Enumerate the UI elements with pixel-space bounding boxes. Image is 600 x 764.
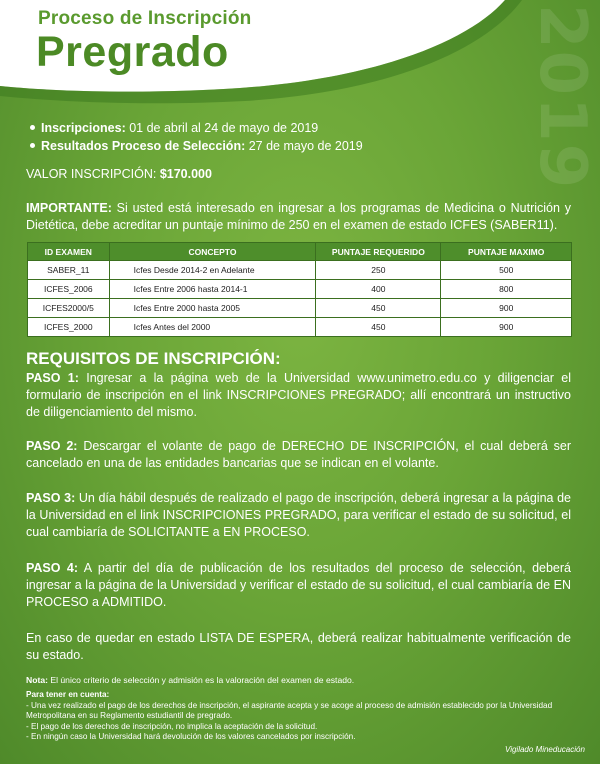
- year-watermark: 2019: [525, 4, 599, 191]
- fee-label: VALOR INSCRIPCIÓN:: [26, 167, 160, 181]
- date-value: 01 de abril al 24 de mayo de 2019: [125, 121, 319, 135]
- step-3: [26, 490, 571, 541]
- table-row: [28, 280, 572, 299]
- score-table: [27, 242, 572, 337]
- table-row: [28, 299, 572, 318]
- page-title: Pregrado: [36, 28, 229, 76]
- table-cell: 900: [441, 318, 572, 337]
- date-item-resultados: [30, 139, 363, 153]
- table-header-cell: PUNTAJE REQUERIDO: [316, 243, 441, 261]
- important-paragraph: [26, 200, 571, 234]
- table-cell: 450: [316, 318, 441, 337]
- date-label: Inscripciones:: [41, 121, 126, 135]
- table-row: [28, 318, 572, 337]
- footer-vigilado: Vigilado Mineducación: [505, 745, 585, 754]
- note-label: Nota:: [26, 675, 48, 685]
- table-cell: Icfes Desde 2014-2 en Adelante: [109, 261, 316, 280]
- table-cell: 450: [316, 299, 441, 318]
- step-text: Un día hábil después de realizado el pago de inscripción, deberá ingresar a la página de la Universidad en el link INSCRIPCIONES PREGRADO, para verificar el estado de su solicitud, el cual cambiaría de SOLICITANTE a EN PROCESO.: [26, 491, 571, 539]
- consideration-item: - El pago de los derechos de inscripción, no implica la aceptación de la solicitud.: [26, 721, 318, 731]
- table-cell: Icfes Antes del 2000: [109, 318, 316, 337]
- table-cell: ICFES_2006: [28, 280, 110, 299]
- table-header-cell: ID EXAMEN: [28, 243, 110, 261]
- date-label: Resultados Proceso de Selección:: [41, 139, 246, 153]
- step-label: PASO 3:: [26, 491, 76, 505]
- table-cell: 900: [441, 299, 572, 318]
- table-cell: Icfes Entre 2000 hasta 2005: [109, 299, 316, 318]
- table-cell: 400: [316, 280, 441, 299]
- date-item-inscripciones: [30, 121, 318, 135]
- step-4: [26, 560, 571, 611]
- step-label: PASO 2:: [26, 439, 78, 453]
- fee-line: [26, 166, 571, 183]
- date-value: 27 de mayo de 2019: [245, 139, 363, 153]
- table-cell: ICFES_2000: [28, 318, 110, 337]
- table-row: [28, 261, 572, 280]
- note-line: [26, 675, 581, 686]
- table-header-cell: CONCEPTO: [109, 243, 316, 261]
- header-subtitle: Proceso de Inscripción: [38, 8, 252, 29]
- table-header-cell: PUNTAJE MAXIMO: [441, 243, 572, 261]
- note-text: El único criterio de selección y admisión es la valoración del examen de estado.: [47, 675, 355, 685]
- step-label: PASO 1:: [26, 371, 79, 385]
- table-cell: SABER_11: [28, 261, 110, 280]
- consideration-item: - En ningún caso la Universidad hará devolución de los valores cancelados por inscripción.: [26, 732, 356, 741]
- table-cell: 500: [441, 261, 572, 280]
- bullet-icon: [30, 125, 35, 130]
- waitlist-paragraph: En caso de quedar en estado LISTA DE ESPERA, deberá realizar habitualmente verificación de su estado.: [26, 631, 571, 662]
- step-text: Ingresar a la página web de la Universidad www.unimetro.edu.co y diligenciar el formulario de inscripción en el link INSCRIPCIONES PREGRADO; allí encontrará un instructivo de diligenciamiento del mismo.: [26, 371, 571, 419]
- table-cell: ICFES2000/5: [28, 299, 110, 318]
- table-cell: 800: [441, 280, 572, 299]
- fee-value: $170.000: [159, 167, 212, 181]
- table-cell: Icfes Entre 2006 hasta 2014-1: [109, 280, 316, 299]
- step-text: Descargar el volante de pago de DERECHO DE INSCRIPCIÓN, el cual deberá ser cancelado en una de las entidades bancarias que se indican en el volante.: [26, 439, 572, 470]
- table-cell: 250: [316, 261, 441, 280]
- table-header-row: [28, 243, 572, 261]
- important-text: Si usted está interesado en ingresar a los programas de Medicina o Nutrición y Dietética, debe acreditar un puntaje mínimo de 250 en el examen de estado ICFES (SABER11).: [26, 201, 571, 232]
- considerations: [26, 690, 581, 743]
- bullet-icon: [30, 143, 35, 148]
- step-text: A partir del día de publicación de los resultados del proceso de selección, deberá ingresar a la página de la Universidad y verificar el estado de su solicitud, el cual cambiaría de EN PROCESO a ADMITIDO.: [26, 561, 571, 609]
- step-2: [26, 438, 571, 472]
- important-label: IMPORTANTE:: [26, 201, 112, 215]
- step-1: [26, 370, 571, 421]
- consideration-item: - Una vez realizado el pago de los derechos de inscripción, el aspirante acepta y se acoge al proceso de admisión establecido por la Universidad Metropolitana en su Reglamento estudiantil de pregrado.: [26, 700, 553, 720]
- considerations-title: Para tener en cuenta:: [26, 690, 110, 699]
- step-label: PASO 4:: [26, 561, 79, 575]
- requirements-title: REQUISITOS DE INSCRIPCIÓN:: [26, 349, 281, 368]
